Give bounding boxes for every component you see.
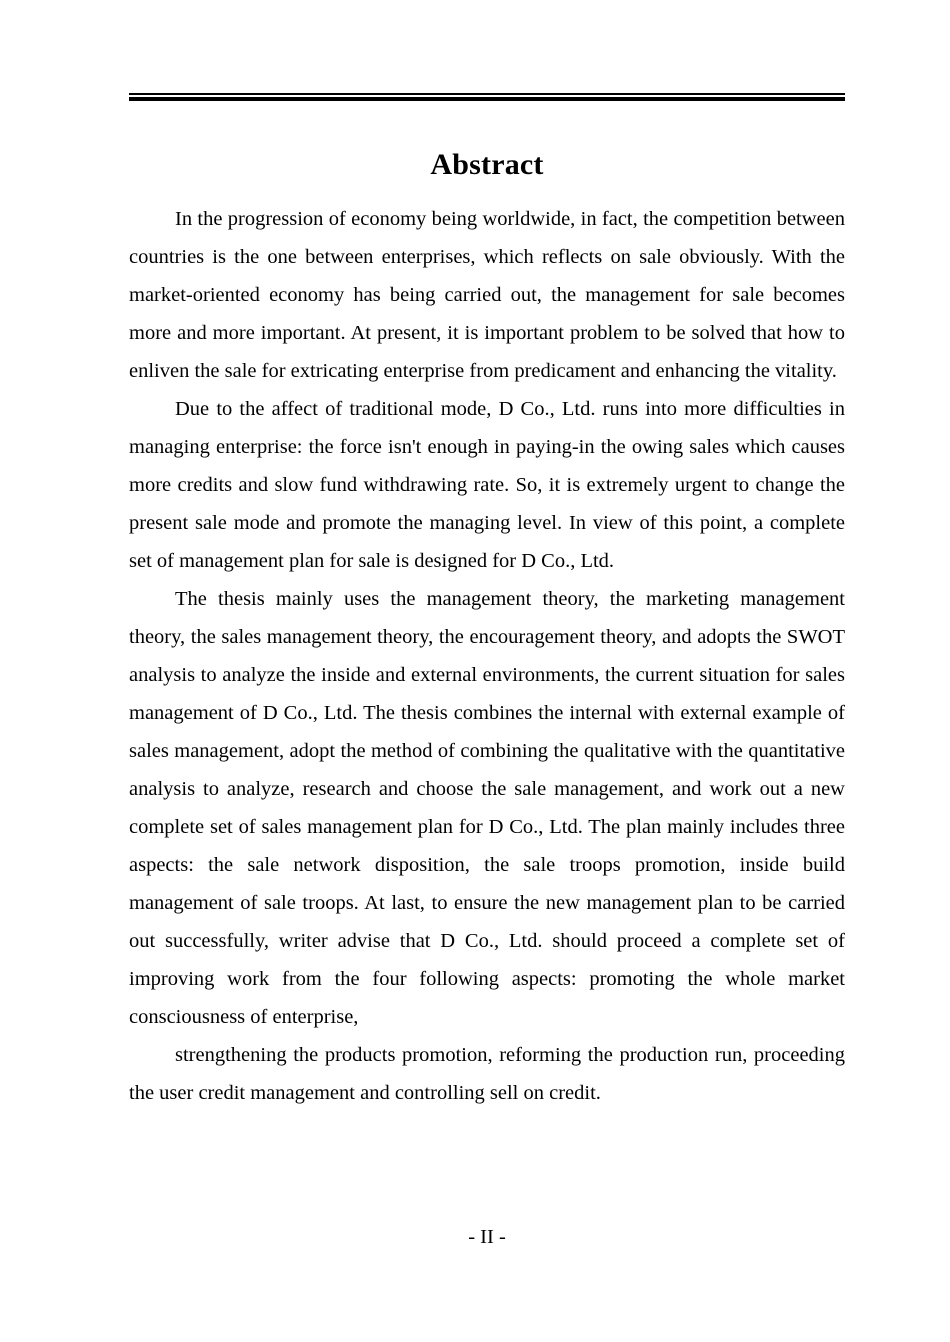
abstract-paragraph-3-continuation: strengthening the products promotion, reforming the production run, proceeding the user credit management and controlling sell on credit. bbox=[129, 1044, 845, 1104]
abstract-paragraph-3: The thesis mainly uses the management theory, the marketing management theory, the sales management theory, the encouragement theory, and adopts the SWOT analysis to analyze the inside and external environments, the current situation for sales management of D Co., Ltd. The thesis combines the internal with external example of sales management, adopt the method of combining the qualitative with the quantitative analysis to analyze, research and choose the sale management, and work out a new complete set of sales management plan for D Co., Ltd. The plan mainly includes three aspects: the sale network disposition, the sale troops promotion, inside build management of sale troops. At last, to ensure the new management plan to be carried out successfully, writer advise that D Co., Ltd. should proceed a complete set of improving work from the four following aspects: promoting the whole market consciousness of enterprise, bbox=[129, 588, 845, 1028]
page-content-frame bbox=[129, 0, 845, 1342]
header-rule-thick-line bbox=[129, 97, 845, 101]
page-title: Abstract bbox=[430, 148, 544, 182]
abstract-paragraph-1: In the progression of economy being worldwide, in fact, the competition between countries is the one between enterprises, which reflects on sale obviously. With the market-oriented economy has being carried out, the management for sale becomes more and more important. At present, it is important problem to be solved that how to enliven the sale for extricating enterprise from predicament and enhancing the vitality. bbox=[129, 208, 845, 382]
abstract-body bbox=[129, 200, 845, 1112]
abstract-paragraph-2: Due to the affect of traditional mode, D Co., Ltd. runs into more difficulties in managing enterprise: the force isn't enough in paying-in the owing sales which causes more credits and slow fund withdrawing rate. So, it is extremely urgent to change the present sale mode and promote the managing level. In view of this point, a complete set of management plan for sale is designed for D Co., Ltd. bbox=[129, 398, 845, 572]
page-number-footer: - II - bbox=[468, 1226, 506, 1248]
header-double-rule bbox=[129, 93, 845, 103]
